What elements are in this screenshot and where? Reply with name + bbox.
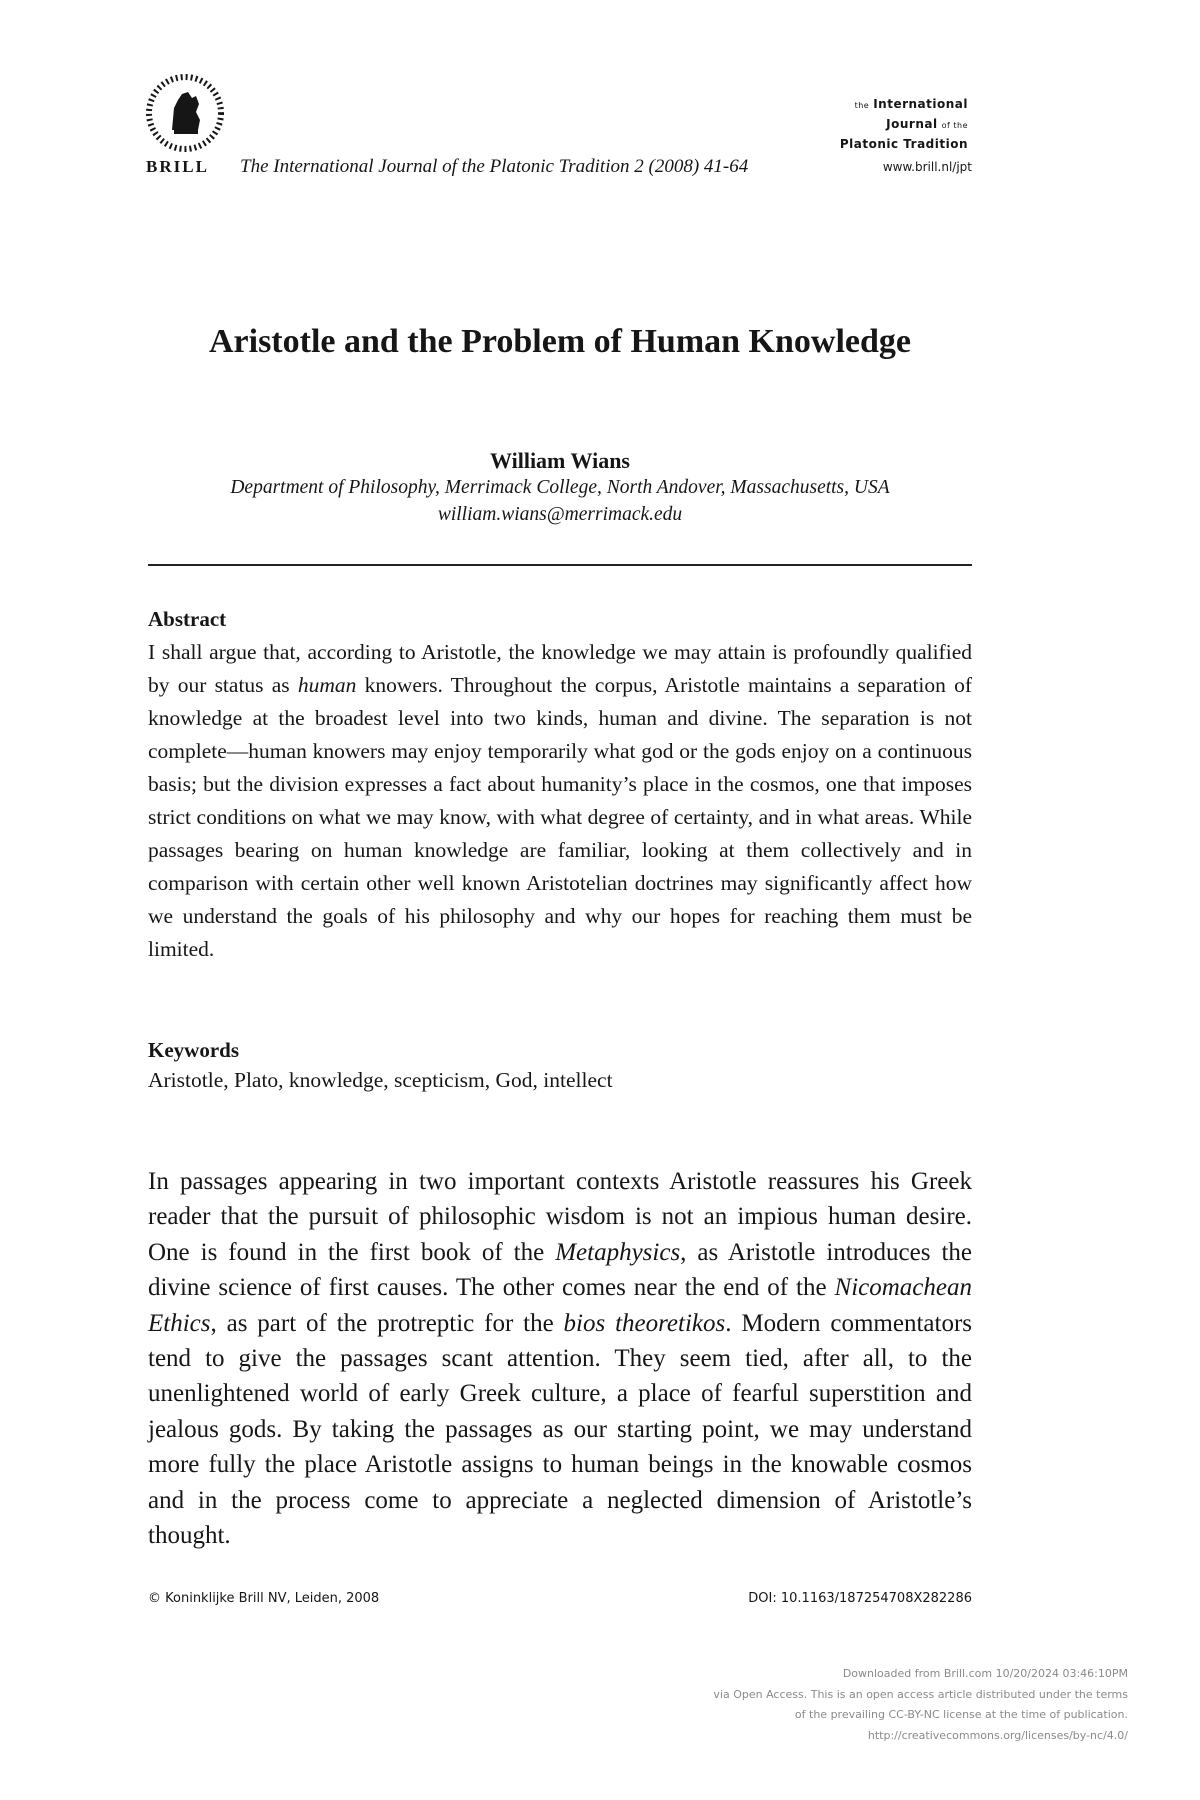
work-title-metaphysics: Metaphysics	[555, 1238, 681, 1266]
brill-logo	[144, 72, 226, 154]
license-url[interactable]: http://creativecommons.org/licenses/by-nc/4.0/	[867, 1728, 1128, 1742]
keywords-list: Aristotle, Plato, knowledge, scepticism, God, intellect	[148, 1068, 613, 1092]
copyright-notice: © Koninklijke Brill NV, Leiden, 2008	[148, 1591, 380, 1606]
author-name: William Wians	[490, 448, 630, 473]
download-notice	[713, 1664, 1128, 1746]
author-affiliation: Department of Philosophy, Merrimack College, North Andover, Massachusetts, USA	[230, 477, 890, 498]
doi[interactable]: DOI: 10.1163/187254708X282286	[748, 1591, 972, 1606]
publisher-wordmark: BRILL	[146, 157, 209, 176]
journal-mark-line-3: Platonic Tradition	[839, 137, 968, 151]
license-line: of the prevailing CC-BY-NC license at the time of publication.	[794, 1708, 1128, 1721]
title-divider	[148, 564, 972, 566]
keywords-heading: Keywords	[148, 1038, 239, 1062]
journal-url[interactable]: www.brill.nl/jpt	[882, 160, 972, 174]
abstract-emphasis: human	[297, 673, 357, 697]
term-bios-theoretikos: bios theoretikos	[563, 1309, 726, 1337]
paper-title: Aristotle and the Problem of Human Knowledge	[208, 323, 911, 360]
journal-mark	[840, 95, 968, 154]
abstract-text: I shall argue that, according to Aristotle, the knowledge we may attain is profoundly qualified by our status as human knowers. Throughout the corpus, Aristotle maintains a separation of knowledge at the broadest level into two kinds, human and divine. The separation is not complete—human knowers may enjoy temporarily what god or the gods enjoy on a continuous basis; but the division expresses a fact about humanity’s place in the cosmos, one that imposes strict conditions on what we may know, with what degree of certainty, and in what areas. While passages bearing on human knowledge are familiar, looking at them collectively and in comparison with certain other well known Aristotelian doctrines may significantly affect how we understand the goals of his philosophy and why our hopes for reaching them must be limited.	[148, 640, 973, 961]
journal-citation: The International Journal of the Platonic Tradition 2 (2008) 41-64	[240, 156, 749, 177]
license-line: via Open Access. This is an open access article distributed under the terms	[713, 1687, 1128, 1701]
work-title-ethics: Nicomachean Ethics	[148, 1274, 972, 1337]
download-line: Downloaded from Brill.com 10/20/2024 03:46:10PM	[842, 1667, 1128, 1680]
abstract-heading: Abstract	[148, 607, 227, 631]
author-email[interactable]: william.wians@merrimack.edu	[437, 504, 683, 525]
body-paragraph: In passages appearing in two important contexts Aristotle reassures his Greek reader that the pursuit of philosophic wisdom is not an impious human desire. One is found in the first book of the Metaphysics, as Aristotle introduces the divine science of first causes. The other comes near the end of the Nicomachean Ethics, as part of the protreptic for the bios theoretikos. Modern commentators tend to give the passages scant attention. They seem tied, after all, to the unenlightened world of early Greek culture, a place of fearful superstition and jealous gods. By taking the passages as our starting point, we may understand more fully the place Aristotle assigns to human beings in the knowable cosmos and in the process come to appreciate a neglected dimension of Aristotle’s thought.	[148, 1168, 972, 1550]
journal-mark-line-1: the International	[854, 97, 968, 111]
journal-mark-line-2: Journal of the	[886, 117, 968, 131]
